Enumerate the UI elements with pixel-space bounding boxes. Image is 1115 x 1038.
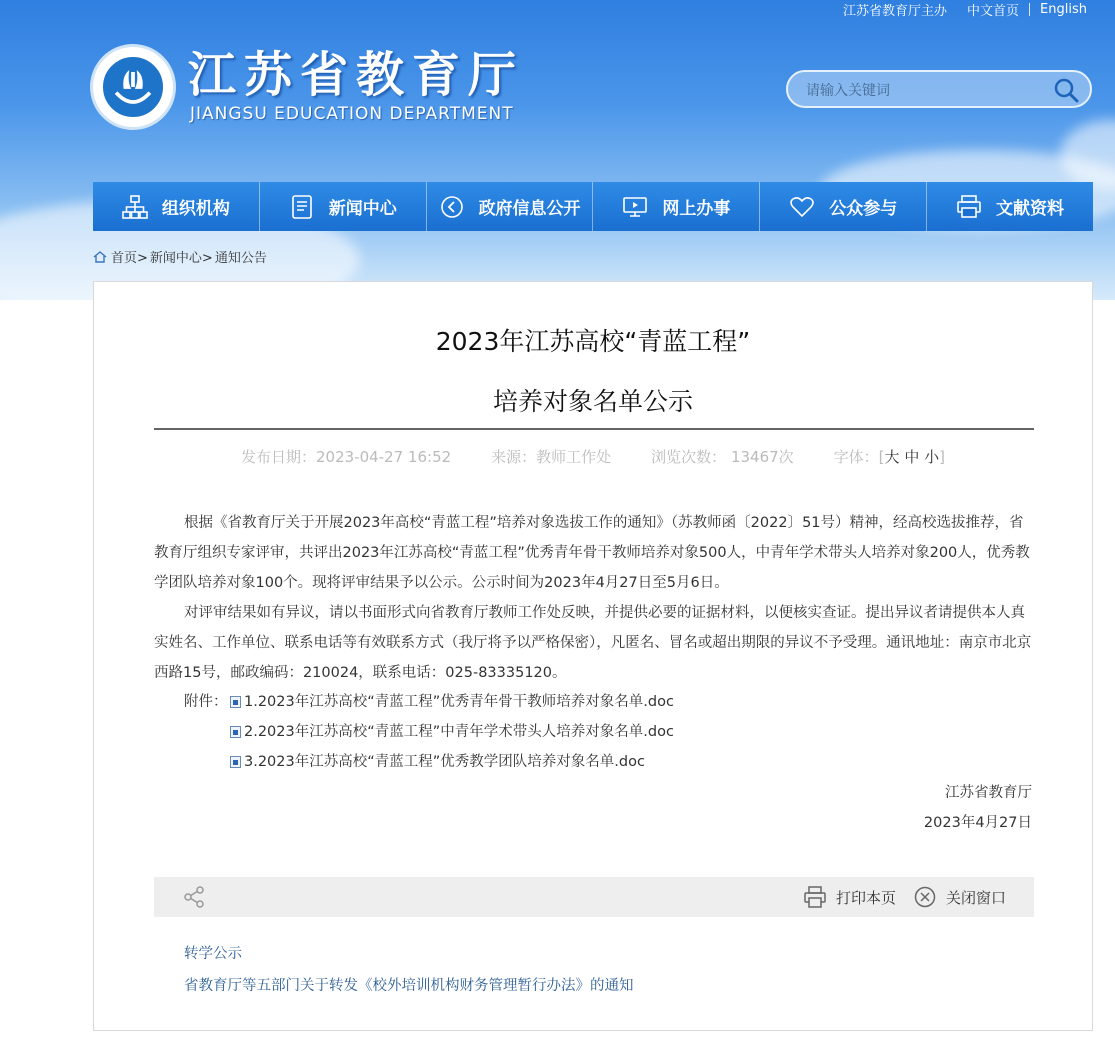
- nav-item-gov-info[interactable]: [427, 182, 594, 231]
- sponsor-text: 江苏省教育厅主办: [843, 3, 948, 19]
- print-button[interactable]: [804, 877, 896, 917]
- related-link[interactable]: 转学公示: [184, 946, 242, 962]
- search-input[interactable]: [804, 79, 1038, 103]
- breadcrumb-home[interactable]: 首页>: [111, 251, 148, 266]
- main-nav: [93, 182, 1093, 231]
- signature-date: 2023年4月27日: [923, 815, 1032, 831]
- printer-icon: [804, 886, 826, 908]
- breadcrumb: [93, 247, 269, 266]
- article-title-line1: 2023年江苏高校“青蓝工程”: [435, 327, 751, 356]
- nav-label: 新闻中心: [328, 199, 397, 219]
- article-panel: [93, 281, 1093, 1031]
- nav-item-public-participation[interactable]: [760, 182, 927, 231]
- share-icon[interactable]: [182, 885, 206, 909]
- font-size-label: 字体：[: [833, 448, 885, 466]
- top-links: [833, 0, 1097, 18]
- font-small-button[interactable]: 小: [924, 448, 940, 466]
- attachment-list: [184, 687, 674, 777]
- signature-org: 江苏省教育厅: [945, 785, 1032, 801]
- printer-icon: [956, 194, 982, 220]
- site-title: 江苏省教育厅: [188, 47, 525, 103]
- publish-date: 发布日期：2023-04-27 16:52: [240, 448, 452, 466]
- english-link[interactable]: English: [1040, 1, 1087, 17]
- article-source: 来源：教师工作处: [491, 448, 612, 466]
- org-chart-icon: [122, 194, 148, 220]
- home-icon: [93, 250, 107, 264]
- nav-item-organization[interactable]: [93, 182, 260, 231]
- signature-block: [924, 778, 1032, 838]
- article-paragraph: 对评审结果如有异议，请以书面形式向省教育厅教师工作处反映，并提供必要的证据材料，以便核实查证。提出异议者请提供本人真实姓名、工作单位、联系电话等有效联系方式（我厅将予以严格保密），凡匿名、冒名或超出期限的异议不予受理。通讯地址：南京市北京西路15号，邮政编码：210024，联系电话：025-83335120。: [154, 605, 1032, 681]
- article-toolbar: [154, 877, 1034, 917]
- view-count: 浏览次数： 13467次: [651, 448, 794, 466]
- close-label: 关闭窗口: [946, 888, 1007, 907]
- home-link[interactable]: 中文首页: [967, 3, 1020, 19]
- attachment-link[interactable]: 2.2023年江苏高校“青蓝工程”中青年学术带头人培养对象名单.doc: [244, 724, 674, 740]
- site-subtitle: JIANGSU EDUCATION DEPARTMENT: [190, 104, 514, 124]
- emblem-icon: [103, 57, 163, 117]
- article-body: [154, 508, 1034, 688]
- document-icon: [289, 194, 315, 220]
- nav-item-online-service[interactable]: [593, 182, 760, 231]
- breadcrumb-news[interactable]: 新闻中心>: [149, 251, 213, 266]
- heart-icon: [789, 194, 815, 220]
- nav-label: 组织机构: [161, 199, 230, 219]
- related-links: [184, 938, 634, 1002]
- article-paragraph: 根据《省教育厅关于开展2023年高校“青蓝工程”培养对象选拔工作的通知》（苏教师函〔2022〕51号）精神，经高校选拔推荐，省教育厅组织专家评审，共评出2023年江苏高校“青蓝工程”优秀青年骨干教师培养对象500人，中青年学术带头人培养对象200人，优秀教学团队培养对象100个。现将评审结果予以公示。公示时间为2023年4月27日至5月6日。: [154, 515, 1030, 591]
- article-meta: [94, 446, 1092, 467]
- doc-file-icon: [230, 756, 241, 768]
- print-label: 打印本页: [836, 888, 897, 907]
- attachment-link[interactable]: 3.2023年江苏高校“青蓝工程”优秀教学团队培养对象名单.doc: [244, 754, 645, 770]
- doc-file-icon: [230, 696, 241, 708]
- nav-label: 网上办事: [662, 199, 731, 219]
- related-link[interactable]: 省教育厅等五部门关于转发《校外培训机构财务管理暂行办法》的通知: [184, 978, 634, 994]
- close-icon: [914, 886, 936, 908]
- monitor-icon: [622, 194, 648, 220]
- title-divider: [154, 428, 1034, 430]
- emblem-logo[interactable]: [93, 47, 173, 127]
- nav-item-documents[interactable]: [927, 182, 1093, 231]
- font-medium-button[interactable]: 中: [904, 448, 920, 466]
- close-window-button[interactable]: [914, 877, 1006, 917]
- nav-item-news[interactable]: [260, 182, 427, 231]
- attachment-label: 附件：: [184, 694, 228, 710]
- search-icon[interactable]: [1052, 76, 1080, 104]
- emblem-inner: [101, 55, 165, 119]
- nav-label: 公众参与: [829, 199, 898, 219]
- nav-label: 政府信息公开: [478, 199, 581, 219]
- article-title-line2: 培养对象名单公示: [492, 387, 693, 416]
- font-large-button[interactable]: 大: [884, 448, 900, 466]
- search-box: [786, 70, 1092, 108]
- nav-label: 文献资料: [996, 199, 1065, 219]
- arrow-circle-icon: [439, 194, 465, 220]
- breadcrumb-current[interactable]: 通知公告: [214, 251, 267, 266]
- font-size-end: ]: [939, 448, 945, 466]
- attachment-link[interactable]: 1.2023年江苏高校“青蓝工程”优秀青年骨干教师培养对象名单.doc: [244, 694, 674, 710]
- doc-file-icon: [230, 726, 241, 738]
